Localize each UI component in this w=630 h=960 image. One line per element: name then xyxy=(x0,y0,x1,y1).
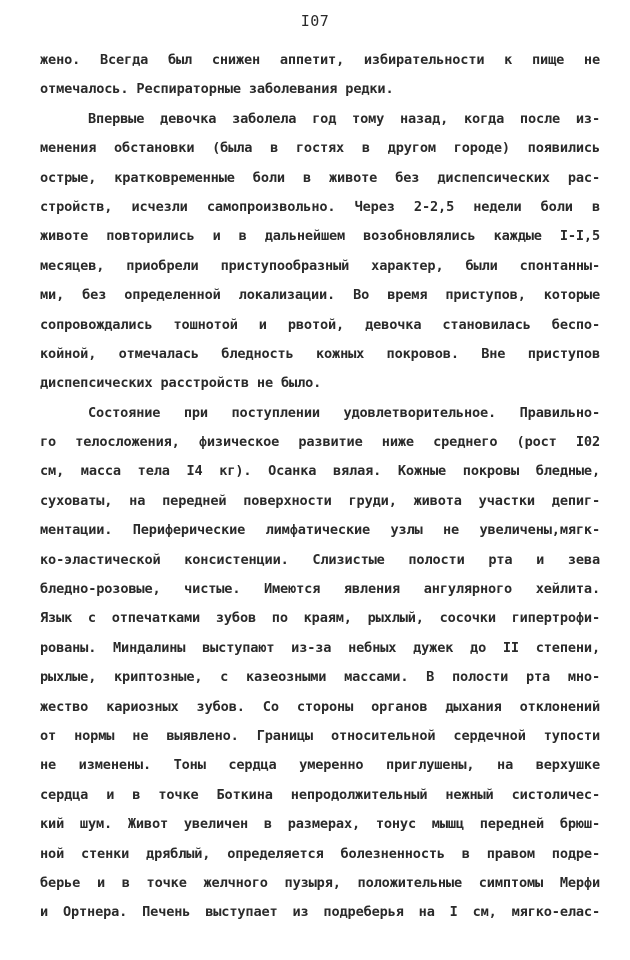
text-line: го телосложения, физическое развитие ниже среднего (рост I02 xyxy=(40,434,600,451)
text-line: сердца и в точке Боткина непродолжительный нежный систоличес- xyxy=(40,786,600,803)
text-line: стройств, исчезли самопроизвольно. Через 2-2,5 недели боли в xyxy=(40,198,600,215)
text-line: ко-эластической консистенции. Слизистые полости рта и зева xyxy=(40,551,600,568)
text-line: рованы. Миндалины выступают из-за небных дужек до II степени, xyxy=(40,639,600,656)
text-line: кий шум. Живот увеличен в размерах, тонус мышц передней брюш- xyxy=(40,816,600,833)
text-line: жество кариозных зубов. Со стороны органов дыхания отклонений xyxy=(40,698,600,715)
text-line: отмечалось. Респираторные заболевания редки. xyxy=(40,81,394,98)
text-line: диспепсических расстройств не было. xyxy=(40,375,322,392)
text-line: койной, отмечалась бледность кожных покровов. Вне приступов xyxy=(40,345,600,362)
text-line: острые, кратковременные боли в животе без диспепсических рас- xyxy=(40,169,600,186)
text-line: Состояние при поступлении удовлетворительное. Правильно- xyxy=(88,404,600,421)
text-line: ментации. Периферические лимфатические узлы не увеличены,мягк- xyxy=(40,522,600,539)
text-line: ми, без определенной локализации. Во время приступов, которые xyxy=(40,287,600,304)
text-line: не изменены. Тоны сердца умеренно приглушены, на верхушке xyxy=(40,757,600,774)
text-line: рыхлые, криптозные, с казеозными массами. В полости рта мно- xyxy=(40,669,600,686)
text-line: ной стенки дряблый, определяется болезненность в правом подре- xyxy=(40,845,600,862)
text-line: сопровождались тошнотой и рвотой, девочка становилась беспо- xyxy=(40,316,600,333)
text-line: животе повторились и в дальнейшем возобновлялись каждые I-I,5 xyxy=(40,228,600,245)
text-line: жено. Всегда был снижен аппетит, избирательности к пище не xyxy=(40,52,600,68)
text-line: бледно-розовые, чистые. Имеются явления ангулярного хейлита. xyxy=(40,581,600,598)
page-number: I07 xyxy=(300,12,330,30)
text-line: от нормы не выявлено. Границы относительной сердечной тупости xyxy=(40,727,600,744)
body-text xyxy=(40,46,600,928)
text-line: Впервые девочка заболела год тому назад, когда после из- xyxy=(88,110,600,127)
text-line: месяцев, приобрели приступообразный характер, были спонтанны- xyxy=(40,257,600,274)
text-line: суховаты, на передней поверхности груди, живота участки депиг- xyxy=(40,492,600,509)
text-line: см, масса тела I4 кг). Осанка вялая. Кожные покровы бледные, xyxy=(40,463,600,480)
text-line: менения обстановки (была в гостях в другом городе) появились xyxy=(40,140,600,157)
text-line: Язык с отпечатками зубов по краям, рыхлый, сосочки гипертрофи- xyxy=(40,610,600,627)
text-line: и Ортнера. Печень выступает из подреберья на I см, мягко-елас- xyxy=(40,904,600,921)
text-line: берье и в точке желчного пузыря, положительные симптомы Мерфи xyxy=(40,874,600,891)
